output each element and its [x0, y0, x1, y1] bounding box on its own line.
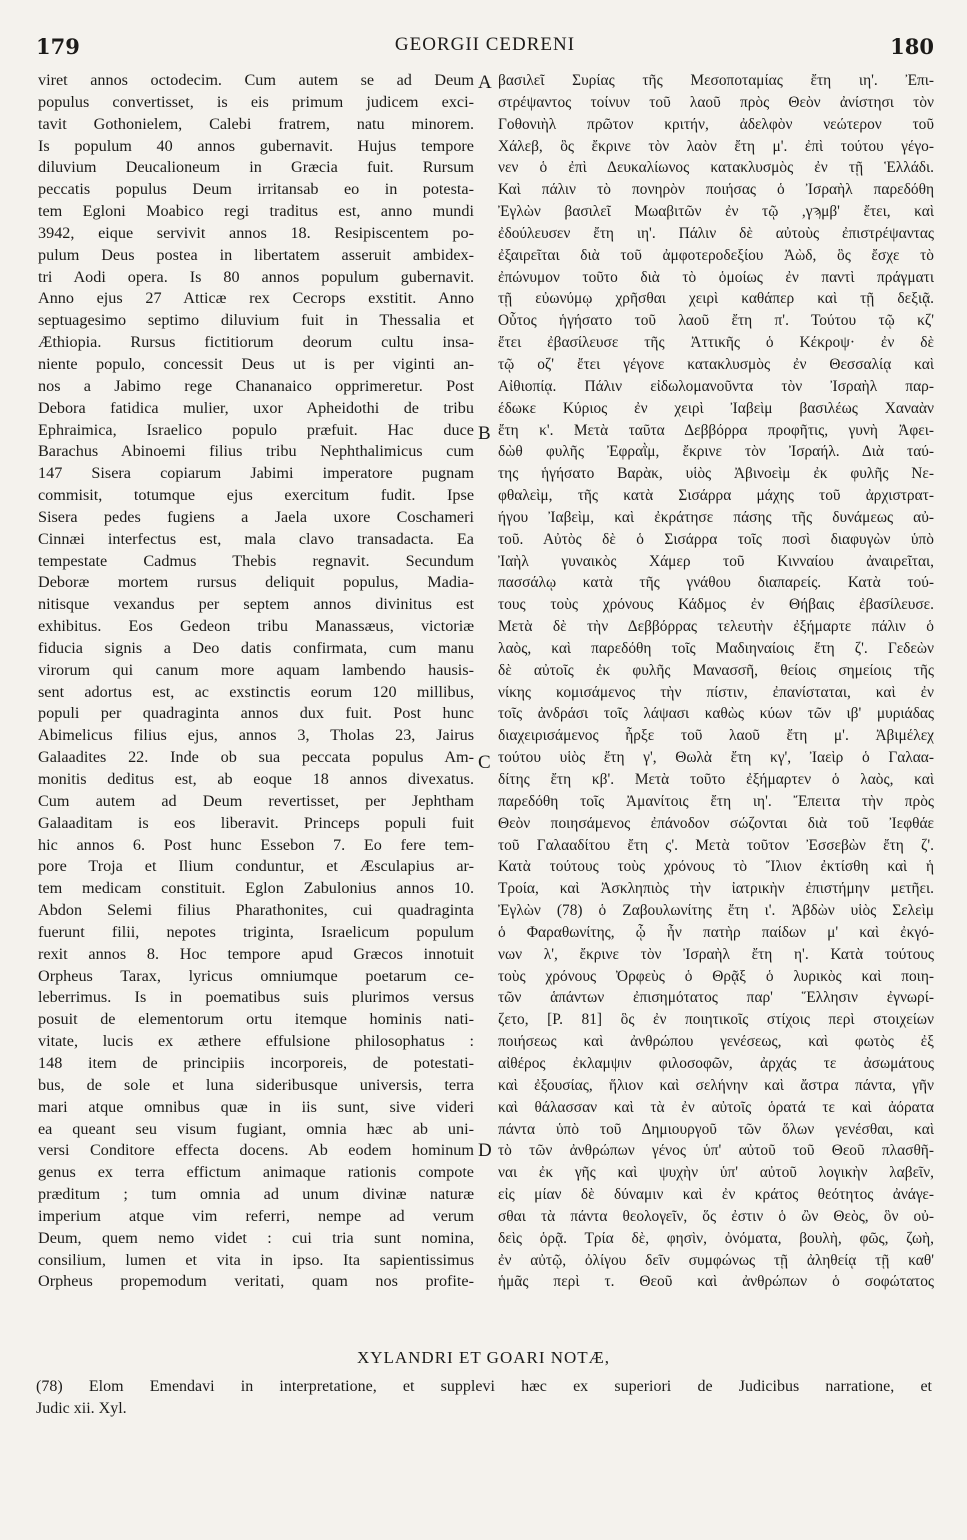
latin-line: hic annos 6. Post hunc Essebon 7. Eo fere tem-: [38, 835, 474, 854]
latin-line: viret annos octodecim. Cum autem se ad Deum: [38, 71, 474, 89]
greek-line: καὶ θάλασσαν καὶ τὰ ἐν αὐτοῖς ὁρατά τε καὶ ἀόρατα: [498, 1098, 934, 1116]
latin-line: tem Egloni Moabico regi traditus est, anno mundi: [38, 202, 474, 221]
greek-line: Χάλεβ, ὃς ἔκρινε τὸν λαὸν ἔτη μ'. ἐπὶ τούτου γέγο-: [498, 137, 934, 155]
latin-line: 148 item de principiis incorporeis, de potestati-: [38, 1053, 474, 1072]
greek-line: Οὗτος ἡγήσατο τοῦ λαοῦ ἔτη π'. Τούτου τῷ κζ': [498, 312, 934, 330]
latin-line: pore Troja et Ilium conduntur, et Æsculapius ar-: [38, 857, 474, 876]
margin-marker-b: B: [478, 423, 491, 444]
greek-line: τοῖς ἀνδράσι τοῖς λάψασι καθὼς κύων τῶν ιβ' μυριάδας: [498, 705, 934, 723]
greek-line: ἐν αὐτῷ, ὀλίγου δεῖν συμφώνως τῇ ἀληθείᾳ τῇ καθ': [498, 1251, 934, 1269]
latin-line: peccatis populus Deum irritansab eo in potesta-: [38, 180, 474, 199]
greek-line: νεν ὁ ἐπὶ Δευκαλίωνος κατακλυσμὸς ἐν τῇ Ἑλλάδι.: [498, 159, 934, 177]
greek-line: σθαι τὰ πάντα θεολογεῖν, ὅς ἐστιν ὁ ὢν Θεὸς, ὃν οὐ-: [498, 1207, 934, 1225]
greek-line: τῶν ἁπάντων ἐπισημότατος παρ' Ἕλλησιν ἐγνωρί-: [498, 989, 934, 1007]
latin-column: [38, 70, 474, 1293]
greek-line: εἰς μίαν δὲ δύναμιν καὶ ἐν κράτος θεότητος ἀνάγε-: [498, 1186, 934, 1204]
greek-line: νων λ', ἔκρινε τὸν Ἰσραὴλ ἔτη η'. Κατὰ τούτους: [498, 945, 934, 963]
greek-line: τῷ οζ' ἔτει γέγονε κατακλυσμὸς ἐν Θεσσαλίᾳ καὶ: [498, 355, 934, 373]
greek-line: τὸ τῶν ἀνθρώπων γένος ὑπ' αὐτοῦ τοῦ Θεοῦ πλασθῆ-: [498, 1142, 934, 1160]
margin-marker-c: C: [478, 752, 491, 773]
greek-line: Ἰαὴλ γυναικὸς Χάμερ τοῦ Κινναίου ἀναιρεῖται,: [498, 552, 934, 570]
latin-line: septuagesimo septimo diluvium fuit in Thessalia et: [38, 311, 474, 330]
greek-line: Μετὰ δὲ τὴν Δεββόρρας τελευτὴν ἐξήμαρτε πάλιν ὁ: [498, 618, 934, 636]
latin-line: consilium, lumen et vita in ipso. Ita sapientissimus: [38, 1250, 474, 1269]
latin-line: rexit annos 8. Hoc tempore apud Græcos innotuit: [38, 944, 474, 963]
greek-line: δὼθ φυλῆς Ἐφραῒμ, ἔκρινε τὸν Ἰσραήλ. Διὰ ταύ-: [498, 443, 934, 461]
page-header: [30, 34, 940, 64]
latin-line: virorum qui canum more aquam lambendo hausis-: [38, 660, 474, 679]
latin-line: tempestate Cadmus Thebis regnavit. Secundum: [38, 551, 474, 570]
greek-line: τοῦ Γαλααδίτου ἔτη ς'. Μετὰ τοῦτον Ἐσσεβὼν ἔτη ζ'.: [498, 836, 934, 854]
latin-line: mari atque omnibus quæ in iis sunt, sive videri: [38, 1097, 474, 1116]
latin-line: Galaaditam is eos liberavit. Princeps populi fuit: [38, 813, 474, 832]
greek-line: έδωκε Κύριος ἐν χειρὶ Ἰαβεὶμ βασιλέως Χαναὰν: [498, 399, 934, 417]
greek-line: αἰθέρος ἐκλαμψιν φιλοσοφῶν, ἀρχάς τε ἀσωμάτους: [498, 1054, 934, 1072]
greek-line: ἐπώνυμον τοῦτο διὰ τὸ ὁμοίως ἐν παντὶ πράγματι: [498, 268, 934, 286]
latin-line: diluvium Deucalioneum in Græcia fuit. Rursum: [38, 158, 474, 177]
greek-line: νίκης κομισάμενος τὴν πίστιν, ἐπανίσταται, καὶ ἐν: [498, 683, 934, 701]
latin-line: genus ex terra effictum animaque rationis compote: [38, 1163, 474, 1182]
greek-line: Γοθονιὴλ πρῶτον κριτήν, ἀδελφὸν νεώτερον τοῦ: [498, 115, 934, 133]
latin-line: Is populum 40 annos gubernavit. Hujus tempore: [38, 136, 474, 155]
right-page-number: 180: [890, 34, 934, 59]
latin-line: versi Conditore effecta docens. Ab eodem hominum: [38, 1141, 474, 1160]
greek-line: ποιήσεως καὶ ἀνθρώπου γενέσεως, καὶ φωτὸς ἐξ: [498, 1033, 934, 1051]
latin-line: Sisera pedes fugiens a Jaela uxore Coschameri: [38, 507, 474, 526]
greek-line: διαχειρισάμενος ἦρξε τοῦ λαοῦ ἔτη μ'. Ἀβιμέλεχ: [498, 727, 934, 745]
greek-line: φθαλεὶμ, τῆς κατὰ Σισάρρα μάχης τοῦ ἀρχιστρατ-: [498, 487, 934, 505]
greek-line: ζετο, [P. 81] ὃς ἐν ποιητικοῖς στίχοις περὶ στοιχείων: [498, 1011, 934, 1029]
greek-line: Ἐγλὼν (78) ὁ Ζαβουλωνίτης ἔτη ι'. Ἀβδὼν υἱὸς Σελεὶμ: [498, 902, 934, 920]
running-title: GEORGII CEDRENI: [394, 34, 576, 55]
latin-line: tem medicam constituit. Eglon Zabulonius annos 10.: [38, 879, 474, 898]
greek-line: δεὶς ὁρᾷ. Τρία δὲ, φησὶν, ὀνόματα, βουλὴ, φῶς, ζωὴ,: [498, 1229, 934, 1247]
left-page-number: 179: [36, 34, 80, 59]
footnote-line: (78) Elom Emendavi in interpretatione, et supplevi hæc ex superiori de Judicibus narratione, et: [36, 1378, 932, 1395]
latin-line: monitis deditus est, ab eoque 18 annos divexatus.: [38, 770, 474, 788]
greek-line: στρέψαντος τοίνυν τοῦ λαοῦ πρὸς Θεὸν ἀνίστησι τὸν: [498, 93, 934, 111]
latin-line: posuit de elementorum ortu itemque hominis nati-: [38, 1010, 474, 1029]
latin-line: 3942, eique servivit annos 18. Resipiscentem po-: [38, 223, 474, 242]
latin-line: Ephraimica, Israelico populo præfuit. Hac duce: [38, 420, 474, 439]
latin-line: Cum autem ad Deum revertisset, per Jephtham: [38, 791, 474, 810]
greek-line: πάντα ὑπὸ τοῦ Δημιουργοῦ τῶν ὅλων γενέσθαι, καὶ: [498, 1120, 934, 1138]
greek-line: τοὺς χρόνους Ὀρφεὺς ὁ Θρᾷξ ὁ λυρικὸς καὶ ποιη-: [498, 967, 934, 985]
latin-line: exhibitus. Eos Gedeon tribu Manassæus, victoriæ: [38, 617, 474, 636]
latin-line: Deum, quem nemo videt : cui tria sunt nomina,: [38, 1228, 474, 1247]
greek-line: Καὶ πάλιν τὸ πονηρὸν ποιήσας ὁ Ἰσραὴλ παρεδόθη: [498, 181, 934, 199]
latin-line: Debora fatidica mulier, uxor Apheidothi de tribu: [38, 398, 474, 417]
greek-line: τῇ εὐωνύμῳ χρῆσθαι χειρὶ καθάπερ καὶ τῇ δεξιᾷ.: [498, 290, 934, 308]
latin-line: præditum ; tum omnia ad unum divinæ naturæ: [38, 1185, 474, 1204]
greek-line: Ἐγλὼν βασιλεῖ Μωαβιτῶν ἐν τῷ ,γϡμβ' ἔτει, καὶ: [498, 203, 934, 221]
greek-line: ὁ Φαραθωνίτης, ᾧ ἦν πατὴρ παίδων μ' καὶ ἐκγό-: [498, 923, 934, 941]
greek-line: βασιλεῖ Συρίας τῆς Μεσοποταμίας ἔτη ιη'. Ἐπι-: [498, 72, 934, 89]
latin-line: Anno ejus 27 Atticæ rex Cecrops exstitit. Anno: [38, 289, 474, 308]
latin-line: leberrimus. Is in poematibus suis plurimos versus: [38, 988, 474, 1007]
greek-line: ναι ἐκ γῆς καὶ ψυχὴν ὑπ' αὐτοῦ λογικὴν λαβεῖν,: [498, 1164, 934, 1182]
greek-line: της ἡγήσατο Βαρὰκ, υἱὸς Ἀβινοεὶμ ἐκ φυλῆς Νε-: [498, 465, 934, 483]
latin-line: Æthiopia. Rursus fictitiorum deorum cultu insa-: [38, 333, 474, 352]
greek-line: ήγου Ἰαβεὶμ, καὶ ἐκράτησε πάσης τῆς δυνάμεως αὐ-: [498, 508, 934, 526]
latin-line: nitisque vexandus per septem annos divinitus est: [38, 595, 474, 614]
margin-marker-d: D: [478, 1140, 492, 1161]
latin-line: pulum Deus postea in libertatem asseruit ambidex-: [38, 245, 474, 264]
latin-line: fiducia signis a Deo datis confirmata, cum manu: [38, 638, 474, 657]
greek-line: ἐδούλευσεν ἔτη ιη'. Πάλιν δὲ αὐτοὺς ἐπιστρέψαντας: [498, 224, 934, 242]
greek-line: τοῦ. Αὐτὸς δὲ ὁ Σισάρρα τοῖς ποσὶ διαφυγὼν ὑπὸ: [498, 530, 934, 548]
footnote-line: Judic xii. Xyl.: [36, 1399, 127, 1417]
latin-line: 147 Sisera copiarum Jabimi imperatore pugnam: [38, 464, 474, 483]
footnotes: [36, 1376, 932, 1420]
greek-line: πασσάλῳ κατὰ τῆς γνάθου διαπαρείς. Κατὰ τού-: [498, 574, 934, 592]
latin-line: vitate, lucis ex æthere effulsione philosophatus :: [38, 1032, 474, 1051]
greek-line: Αἰθιοπίᾳ. Πάλιν εἰδωλομανοῦντα τὸν Ἰσραὴλ παρ-: [498, 377, 934, 395]
latin-line: Abimelicus filius ejus, annos 3, Tholas 23, Jairus: [38, 726, 474, 745]
latin-line: populus convertisset, is eis primum judicem exci-: [38, 92, 474, 111]
latin-line: Barachus Abinoemi filius tribu Nephthalimicus cum: [38, 442, 474, 461]
greek-line: τούτου υἱὸς ἔτη γ', Θωλὰ ἔτη κγ', Ἰαεὶρ ὁ Γαλαα-: [498, 749, 934, 767]
latin-line: Galaadites 22. Inde ob sua peccata populus Am-: [38, 748, 474, 767]
latin-line: Orpheus propemodum veritati, quam nos profite-: [38, 1272, 474, 1291]
greek-column: [498, 70, 934, 1293]
latin-line: imperium atque vim referri, nempe ad verum: [38, 1206, 474, 1225]
greek-line: ἔτη κ'. Μετὰ ταῦτα Δεββόρρα προφῆτις, γυνὴ Ἀφει-: [498, 421, 934, 439]
notes-heading: XYLANDRI ET GOARI NOTÆ,: [356, 1348, 611, 1367]
latin-line: tavit Gothonielem, Calebi fratrem, natu minorem.: [38, 114, 474, 133]
greek-line: ἡμᾶς περὶ τ. Θεοῦ καὶ ἀνθρώπων ὁ σοφώτατος: [498, 1273, 934, 1291]
latin-line: commisit, totumque ejus exercitum fudit. Ipse: [38, 486, 474, 505]
greek-line: ἔτει ἐβασίλευσε τῆς Ἀττικῆς ὁ Κέκροψ· ἐν δὲ: [498, 334, 934, 352]
latin-line: niente populo, concessit Deus ut is per viginti an-: [38, 354, 474, 373]
latin-line: Orpheus Tarax, lyricus omniumque poetarum ce-: [38, 966, 474, 985]
greek-line: τους τοὺς χρόνους Κάδμος ἐν Θήβαις ἐβασίλευσε.: [498, 596, 934, 614]
latin-line: populi per quadraginta annos dux fuit. Post hunc: [38, 704, 474, 723]
latin-line: Deboræ mortem rursus deliquit populus, Madia-: [38, 573, 474, 592]
latin-line: tri Aodi opera. Is 80 annos populum gubernavit.: [38, 267, 474, 286]
latin-line: ea queant seu visum fugiant, omnia hæc ab uni-: [38, 1119, 474, 1138]
greek-line: Τροία, καὶ Ἀσκληπιὸς τὴν ἰατρικὴν ἐπιστήμην μετῆει.: [498, 880, 934, 898]
margin-marker-a: A: [478, 72, 492, 93]
greek-line: καὶ ἐξουσίας, ἥλιον καὶ σελήνην καὶ ἄστρα πάντα, γῆν: [498, 1076, 934, 1094]
latin-line: fuerunt filii, nepotes triginta, Israelicum populum: [38, 922, 474, 941]
greek-line: Κατὰ τούτους τοὺς χρόνους τὸ Ἴλιον ἐκτίσθη καὶ ἡ: [498, 858, 934, 876]
greek-line: δὲ αὐτοῖς ἐκ φυλῆς Μανασσῆ, θείοις σημείοις τῆς: [498, 661, 934, 679]
latin-line: nos a Jabimo rege Chananaico opprimeretur. Post: [38, 376, 474, 395]
latin-line: sent adortus est, ac exstinctis eorum 120 millibus,: [38, 682, 474, 701]
greek-line: λαὸς, καὶ παρεδόθη τοῖς Μαδιηναίοις ἔτη ζ'. Γεδεὼν: [498, 639, 934, 657]
greek-line: δίτης ἔτη κβ'. Μετὰ τοῦτο ἐξήμαρτεν ὁ λαὸς, καὶ: [498, 771, 934, 788]
latin-line: Abdon Selemi filius Pharathonites, cui quadraginta: [38, 901, 474, 920]
greek-line: παρεδόθη τοῖς Ἀμανίτοις ἔτη ιη'. Ἔπειτα τὴν πρὸς: [498, 792, 934, 810]
greek-line: ἐξαιρεῖται διὰ τοῦ ἀμφοτεροδεξίου Ἀὼδ, ὃς ἔσχε τὸ: [498, 246, 934, 264]
latin-line: Cinnæi interfectus est, mala clavo transadacta. Ea: [38, 529, 474, 548]
latin-line: bus, de sole et luna sideribusque universis, terra: [38, 1075, 474, 1094]
greek-line: Θεὸν ποιησάμενος ἐπάνοδον σώζονται διὰ τοῦ Ἰεφθάε: [498, 814, 934, 832]
